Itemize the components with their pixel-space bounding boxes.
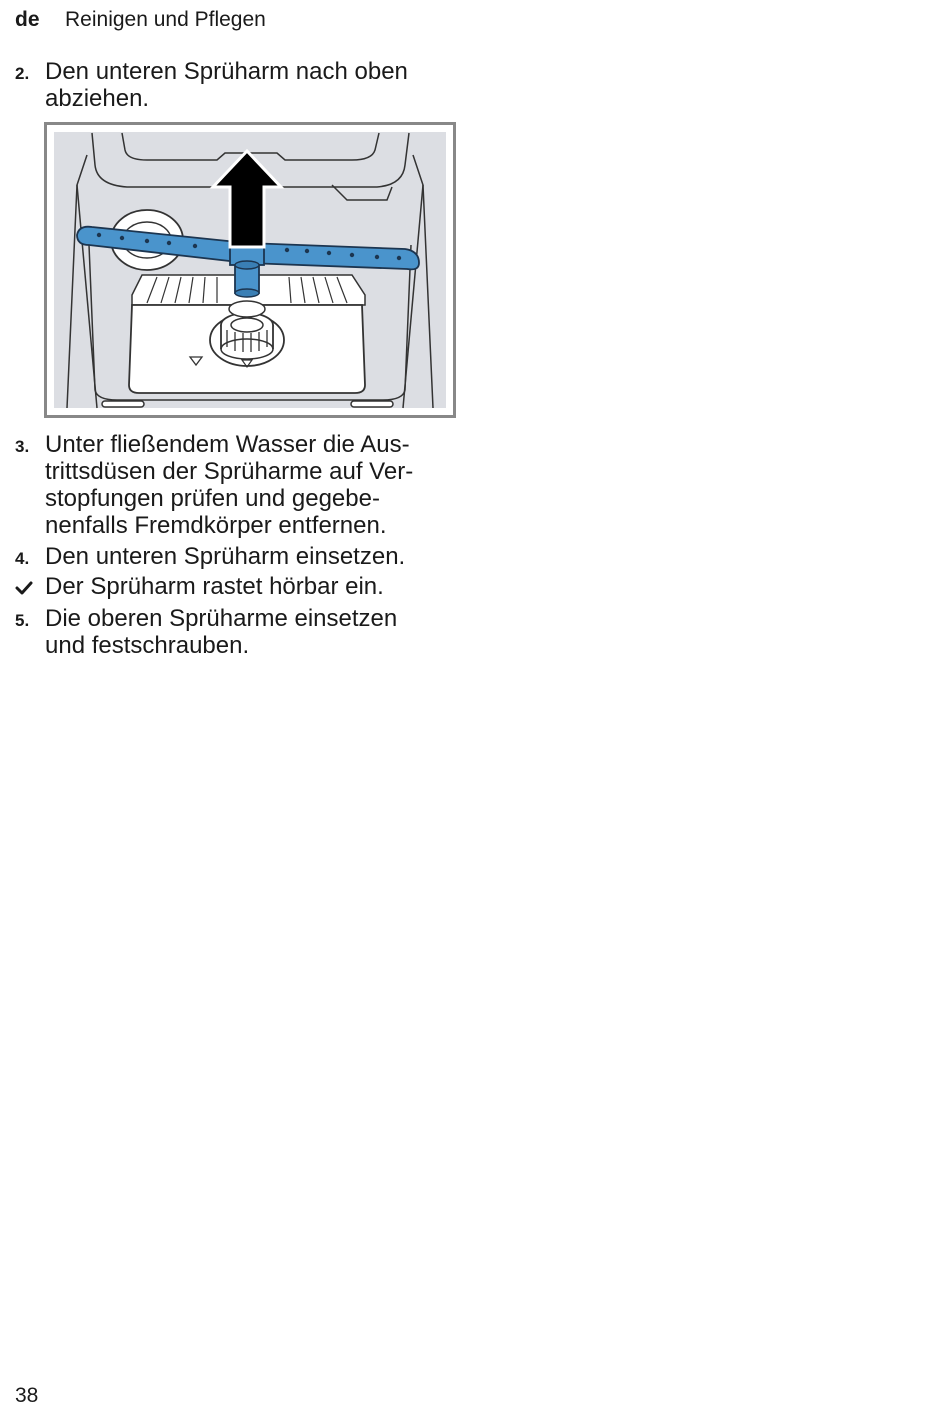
step-number: 3.	[15, 437, 30, 456]
step-number: 4.	[15, 549, 30, 568]
step-text: Die oberen Sprüharme einsetzen und festschrauben.	[45, 605, 398, 659]
step-3	[15, 431, 455, 539]
result-text: Der Sprüharm rastet hörbar ein.	[45, 573, 384, 600]
step-5	[15, 605, 455, 659]
step-4	[15, 543, 455, 570]
page-number: 38	[15, 1384, 39, 1407]
language-code: de	[15, 8, 40, 31]
spray-arm-removal-illustration	[47, 125, 453, 415]
dishwasher-illustration	[44, 122, 456, 418]
checkmark-icon	[15, 573, 35, 600]
step-2	[15, 58, 455, 112]
step-result	[15, 573, 455, 600]
step-text: Unter fließendem Wasser die Aus- trittsdüsen der Sprüharme auf Ver- stopfungen prüfen und gegebe- nenfalls Fremdkörper entfernen.	[45, 431, 414, 539]
step-number: 5.	[15, 611, 30, 630]
section-title: Reinigen und Pflegen	[65, 8, 266, 31]
step-number: 2.	[15, 64, 30, 83]
step-text: Den unteren Sprüharm nach oben abziehen.	[45, 58, 408, 112]
step-text: Den unteren Sprüharm einsetzen.	[45, 543, 406, 570]
